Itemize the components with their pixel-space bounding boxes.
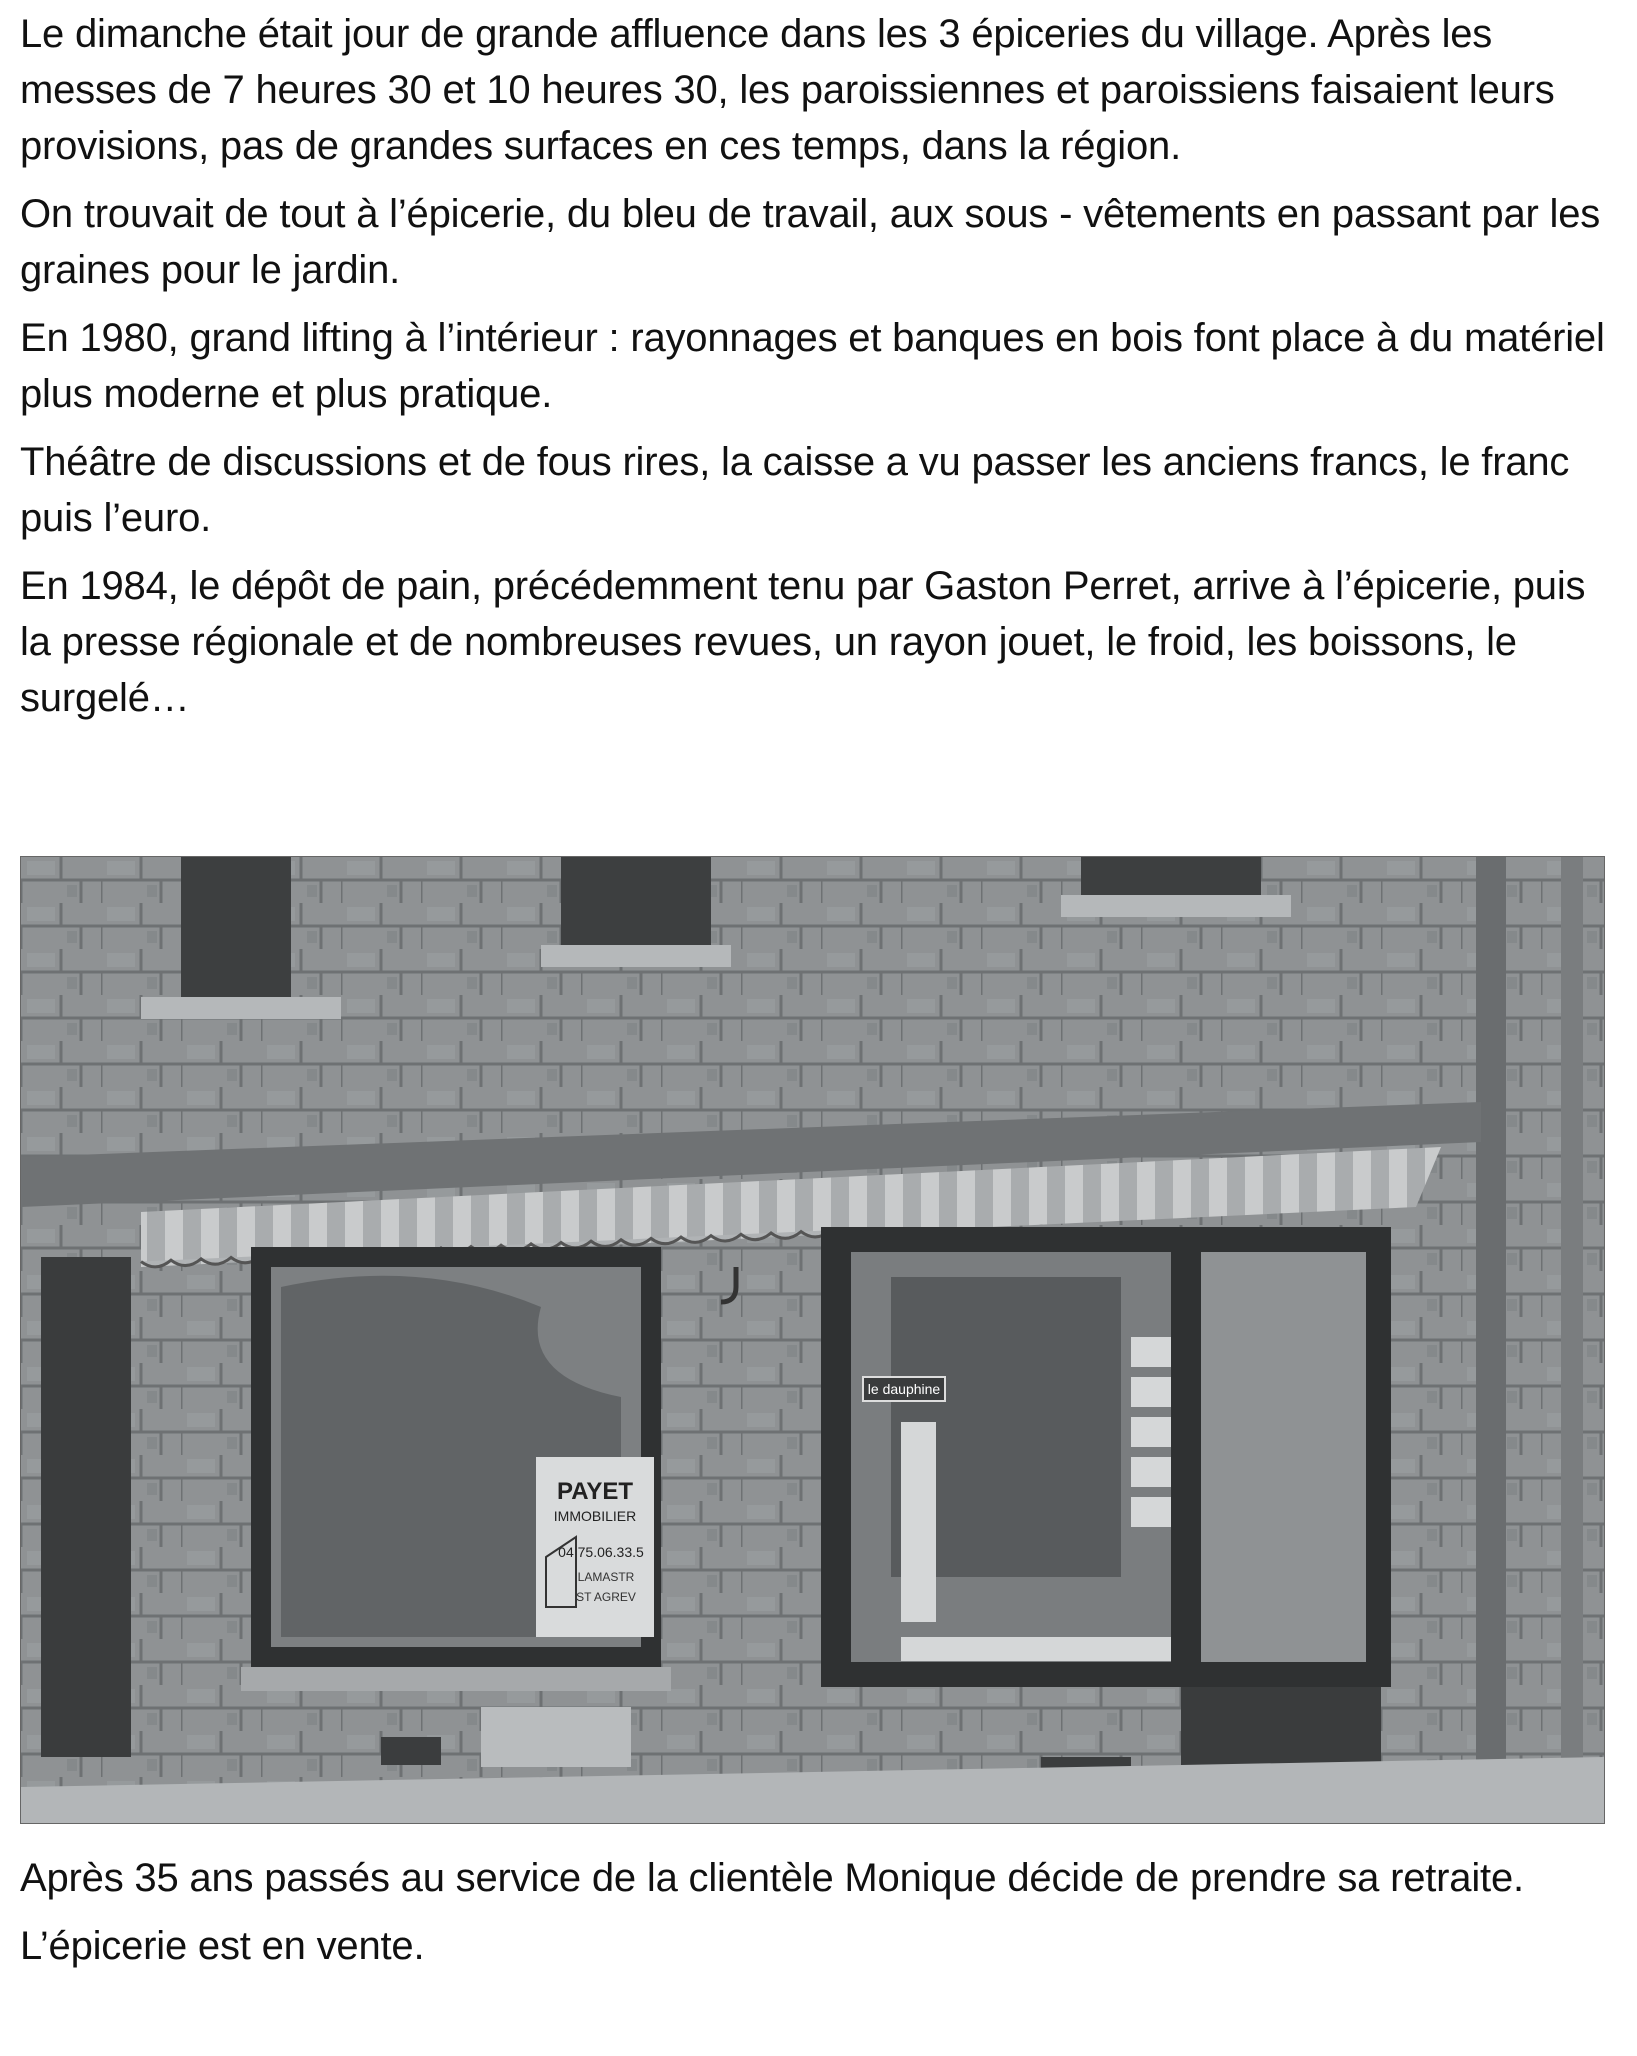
upper-window-left [181, 857, 291, 997]
dauphine-sign-text: le dauphine [867, 1381, 941, 1397]
payet-sign-phone: 04.75.06.33.5 [558, 1544, 644, 1560]
upper-window-middle [561, 857, 711, 947]
payet-sign [536, 1457, 654, 1637]
vent-left [381, 1737, 441, 1765]
paragraph-1984: En 1984, le dépôt de pain, précédemment tenu par Gaston Perret, arrive à l’épicerie, puis la presse régionale et de nombreuses revues, un rayon jouet, le froid, les boissons, le surgelé… [20, 564, 1586, 720]
shopfront-illustration [21, 857, 1604, 1823]
shopfront-photo [20, 856, 1605, 1824]
paragraph-goods: On trouvait de tout à l’épicerie, du bleu de travail, aux sous - vêtements en passant par les graines pour le jardin. [20, 192, 1601, 292]
dauphine-sign [863, 1377, 945, 1401]
payet-sign-title: PAYET [556, 1478, 634, 1505]
upper-window-right [1081, 857, 1261, 897]
closing-text [20, 1850, 1620, 1986]
paragraph-for-sale: L’épicerie est en vente. [20, 1924, 425, 1968]
drainpipe [1476, 857, 1506, 1823]
paragraph-sunday: Le dimanche était jour de grande affluence dans les 3 épiceries du village. Après les messes de 7 heures 30 et 10 heures 30, les paroissiennes et paroissiens faisaient leurs provisions, pas de grandes surfaces en ces temps, dans la région. [20, 12, 1555, 168]
paragraph-cash-register: Théâtre de discussions et de fous rires, la caisse a vu passer les anciens francs, le franc puis l’euro. [20, 440, 1570, 540]
side-door [41, 1257, 131, 1757]
planter-box [481, 1707, 631, 1767]
payet-sign-town2: ST AGREV [576, 1590, 636, 1604]
paragraph-1980: En 1980, grand lifting à l’intérieur : rayonnages et banques en bois font place à du matériel plus moderne et plus pratique. [20, 316, 1605, 416]
article-text [20, 6, 1620, 738]
payet-sign-town1: LAMASTR [577, 1570, 635, 1584]
paragraph-retirement: Après 35 ans passés au service de la clientèle Monique décide de prendre sa retraite. [20, 1856, 1524, 1900]
payet-sign-subtitle: IMMOBILIER [553, 1508, 637, 1524]
